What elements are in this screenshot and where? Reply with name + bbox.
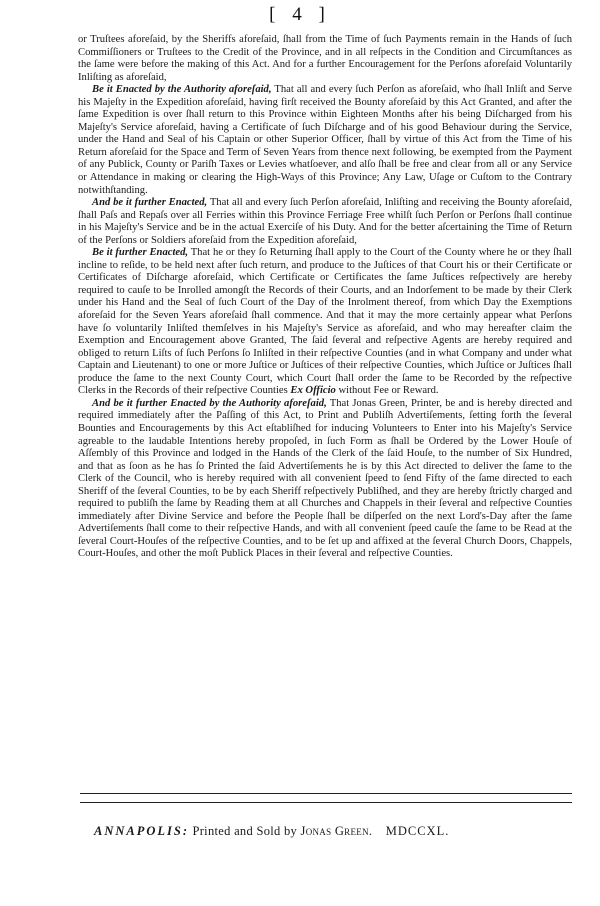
paragraph-text: or Truſtees aforeſaid, by the Sheriffs aforeſaid, ſhall from the Time of ſuch Payments remain in the Hands of ſuch Commiſſioners or Truſtees to the Credit of the Province, and in all reſpects in the Condition and Circumſtances as the ſame were before the making of this Act. And for a further Encouragement for the Perſons aforeſaid Voluntarily Inliſting as aforeſaid, — [78, 34, 572, 83]
imprint-year: MDCCXL. — [385, 824, 450, 838]
imprint-place: ANNAPOLIS: — [94, 824, 190, 838]
enacting-clause: Be it Enacted by the Authority aforeſaid, — [92, 84, 272, 96]
enacting-clause: And be it further Enacted by the Authority aforeſaid, — [92, 397, 327, 409]
paragraph-text: That Jonas Green, Printer, be and is hereby directed and required immediately after the Paſſing of this Act, to Print and Publiſh Advertiſements, ſetting forth the ſeveral Bounties and Encouragements by this Act eſtabliſhed for inducing Volunteers to Enter into his Majeſty's Service agreable to the laudable Intentions hereby propoſed, in ſuch Form as ſhall be Ordered by the Lower Houſe of Aſſembly of this Province and lodged in the Hands of the Clerk of the ſaid Houſe, to the number of Six Hundred, and that as ſoon as he has ſo Printed the ſaid Advertiſements he is by this Act directed to deliver the ſame to the Clerk of the Council, who is hereby required with all convenient ſpeed to ſend Fifty of the ſame directed to each Sheriff of the ſeveral Counties, to be by each Sheriff reſpectively Publiſhed, and they are hereby ſtrictly charged and required to publiſh the ſame by Reading them at all Churches and Chappels in their ſeveral and reſpective Counties immediately after Divine Service and before the People ſhall be diſperſed on the next Lord's-Day after the ſame Advertiſements ſhall come to their reſpective Hands, and with all convenient ſpeed cauſe the ſame to be Read at the ſeveral Court-Houſes of the reſpective Counties, and to be ſet up and affixed at the ſeveral Church Doors, Chappels, Court-Houſes, and other the moſt Publick Places in their ſeveral and reſpective Counties. — [78, 397, 572, 560]
paragraph-text: That all and every ſuch Perſon as aforeſaid, who ſhall Inliſt and Serve his Majeſty in the Expedition aforeſaid, having firſt received the Bounty aforeſaid by this Act Granted, and after the ſame Expedition is over ſhall return to this Province within Eighteen Months after his being Diſcharged from his Majeſty's Service aforeſaid, having a Certificate of ſuch Diſcharge and of his good Behaviour during the Service, under the Hand and Seal of his Captain or other Superior Officer, ſhall by virtue of this Act from the Time of his Return aforeſaid for the Space and Term of Seven Years from thence next following, be exempted from the Payment of any Publick, County or Pariſh Taxes or Levies whatſoever, and alſo ſhall be free and clear from all or any Service or Attendance in making or clearing the High-Ways of this Province; Any Law, Uſage or Cuſtom to the Contrary notwithſtanding. — [78, 84, 573, 196]
act-body — [78, 34, 572, 561]
paragraph-enacted-exemption — [78, 84, 572, 197]
paragraph-printer — [78, 398, 572, 561]
paragraph-ferriage — [78, 197, 572, 247]
imprint — [94, 824, 574, 839]
paragraph-continuation — [78, 34, 572, 84]
latin-phrase: Ex Officio — [290, 385, 336, 397]
paragraph-certificates — [78, 247, 572, 398]
paragraph-tail: without Fee or Reward. — [335, 385, 439, 397]
divider-rule — [80, 793, 572, 794]
page-number: [ 4 ] — [269, 4, 331, 25]
paragraph-text: That he or they ſo Returning ſhall apply to the Court of the County where he or they ſhall incline to reſide, to be held next after ſuch return, and produce to the Juſtices of that Court his or their Certificate or Certificates of Diſcharge aforeſaid, which Certificate or Certificates the ſame Juſtices reſpectively are hereby required to cauſe to be Inrolled amongſt the Records of their Courts, and an Indorſement to be made by their Clerk under his Hand and the Seal of ſuch Court of the Day of the Inrolment thereof, from which Day the Exemptions aforeſaid for the Seven Years aforeſaid ſhall commence. And that it may the more certainly appear what Perſons have ſo voluntarily Inliſted themſelves in his Majeſty's Service as aforeſaid, and who may hereafter claim the Exemption and Encouragement above Granted, The ſaid ſeveral and reſpective Agents are hereby required and obliged to return Liſts of ſuch Perſons ſo Inliſted in their reſpective Counties (and in what Company and under what Captain and Lieutenant) to one or more Juſtice or Juſtices of their reſpective Counties, which Juſtice or Juſtices ſhall produce the ſame to the next County Court, which Court ſhall order the ſame to be Recorded by the reſpective Clerks in the Records of their reſpective Counties — [78, 247, 572, 397]
imprint-printer: Jonas Green. — [300, 824, 373, 838]
paragraph-text: That all and every ſuch Perſon aforeſaid, Inliſting and receiving the Bounty aforeſaid, ſhall Paſs and Repaſs over all Ferries within this Province Ferriage Free whilſt ſuch Perſon or Perſons ſhall continue in his Majeſty's Service and be in the actual Exerciſe of his Duty. And for the better aſcertaining the Time of Return of the Perſons or Soldiers aforeſaid from the Expedition aforeſaid, — [78, 197, 572, 246]
enacting-clause: And be it further Enacted, — [92, 197, 208, 209]
enacting-clause: Be it further Enacted, — [92, 247, 189, 259]
divider-rule-double — [80, 802, 572, 803]
imprint-text: Printed and Sold by — [192, 824, 298, 838]
